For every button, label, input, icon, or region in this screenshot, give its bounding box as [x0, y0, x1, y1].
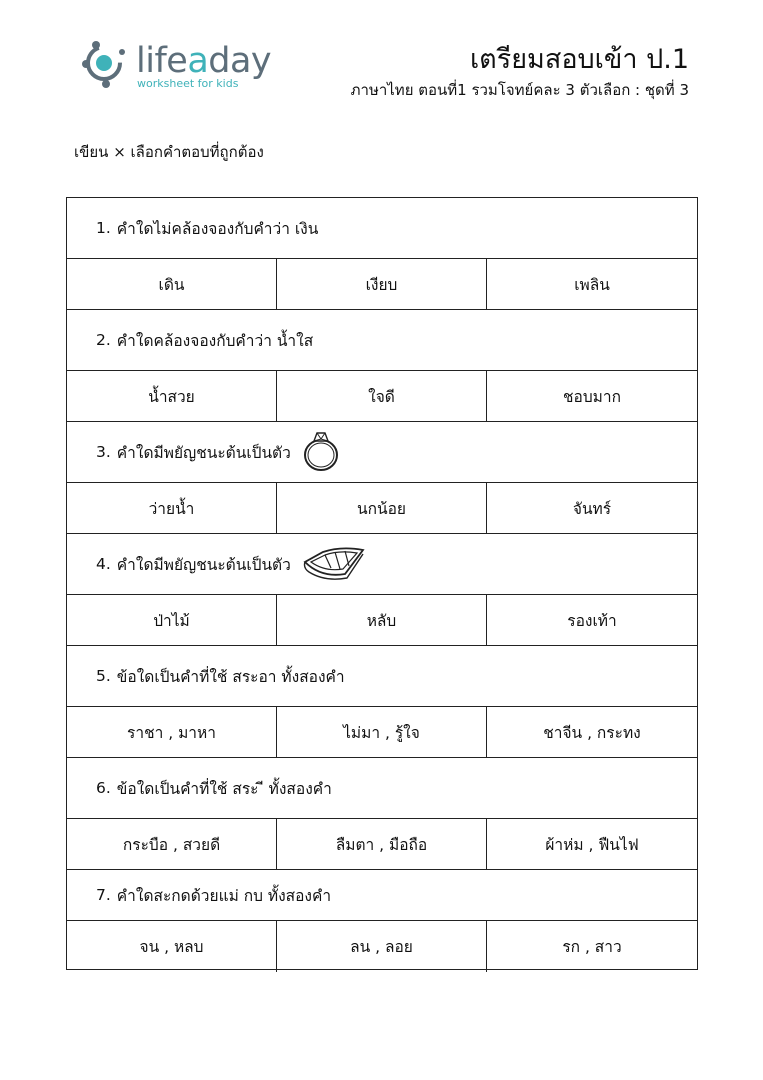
choice-7-b[interactable]: ลน , ลอย — [277, 921, 487, 972]
question-2 — [67, 310, 697, 371]
choices-row-1 — [67, 259, 697, 310]
choice-7-a[interactable]: จน , หลบ — [67, 921, 277, 972]
choices-row-3 — [67, 483, 697, 534]
choices-row-6 — [67, 819, 697, 870]
logo-wordmark: lifeaday — [136, 41, 272, 81]
question-6 — [67, 758, 697, 819]
choice-7-c[interactable]: รก , สาว — [562, 938, 622, 956]
question-text: คำใดสะกดด้วยแม่ กบ ทั้งสองคำ — [116, 886, 332, 905]
page-subtitle: ภาษาไทย ตอนที่1 รวมโจทย์คละ 3 ตัวเลือก : ชุดที่ 3 — [350, 81, 689, 99]
choices-row-2 — [67, 371, 697, 422]
question-text: ข้อใดเป็นคำที่ใช้ สระอา ทั้งสองคำ — [116, 667, 345, 686]
boat-icon — [301, 542, 367, 586]
choices-row-5 — [67, 707, 697, 758]
question-5 — [67, 646, 697, 707]
choice-6-c[interactable]: ผ้าห่ม , ฟืนไฟ — [545, 835, 639, 854]
logo-tagline: worksheet for kids — [137, 77, 239, 90]
question-text: คำใดคล้องจองกับคำว่า น้ำใส — [116, 331, 314, 350]
question-number: 1. — [96, 219, 111, 237]
question-number: 5. — [96, 667, 111, 685]
question-4 — [67, 534, 697, 595]
choice-4-c[interactable]: รองเท้า — [567, 611, 617, 630]
question-text: คำใดมีพยัญชนะต้นเป็นตัว — [116, 555, 291, 574]
question-number: 4. — [96, 555, 111, 573]
choice-5-b[interactable]: ไม่มา , รู้ใจ — [277, 707, 487, 757]
logo-mark-icon — [82, 38, 134, 90]
choice-3-b[interactable]: นกน้อย — [277, 483, 487, 533]
choice-4-a[interactable]: ป่าไม้ — [67, 595, 277, 645]
choice-6-b[interactable]: ลืมตา , มือถือ — [277, 819, 487, 869]
choice-2-a[interactable]: น้ำสวย — [67, 371, 277, 421]
question-number: 2. — [96, 331, 111, 349]
question-number: 6. — [96, 779, 111, 797]
choice-3-a[interactable]: ว่ายน้ำ — [67, 483, 277, 533]
ring-icon — [301, 427, 345, 477]
choices-row-7 — [67, 921, 697, 972]
choice-4-b[interactable]: หลับ — [277, 595, 487, 645]
choice-3-c[interactable]: จันทร์ — [572, 499, 612, 518]
question-text: คำใดไม่คล้องจองกับคำว่า เงิน — [116, 219, 319, 238]
question-1 — [67, 198, 697, 259]
page-title: เตรียมสอบเข้า ป.1 — [469, 44, 689, 75]
choice-1-c[interactable]: เพลิน — [574, 275, 610, 294]
question-3 — [67, 422, 697, 483]
choice-5-c[interactable]: ชาจีน , กระทง — [543, 723, 641, 742]
lifeaday-logo — [82, 38, 282, 94]
choice-5-a[interactable]: ราชา , มาหา — [67, 707, 277, 757]
question-number: 3. — [96, 443, 111, 461]
choice-2-b[interactable]: ใจดี — [277, 371, 487, 421]
choice-1-b[interactable]: เงียบ — [277, 259, 487, 309]
question-text: ข้อใดเป็นคำที่ใช้ สระ ี ทั้งสองคำ — [116, 779, 332, 798]
question-7 — [67, 870, 697, 921]
question-table — [66, 197, 698, 970]
choice-1-a[interactable]: เดิน — [67, 259, 277, 309]
choice-2-c[interactable]: ชอบมาก — [563, 387, 621, 406]
choice-6-a[interactable]: กระบือ , สวยดี — [67, 819, 277, 869]
choices-row-4 — [67, 595, 697, 646]
question-text: คำใดมีพยัญชนะต้นเป็นตัว — [116, 443, 291, 462]
question-number: 7. — [96, 886, 111, 904]
instruction-text: เขียน × เลือกคำตอบที่ถูกต้อง — [74, 143, 264, 161]
